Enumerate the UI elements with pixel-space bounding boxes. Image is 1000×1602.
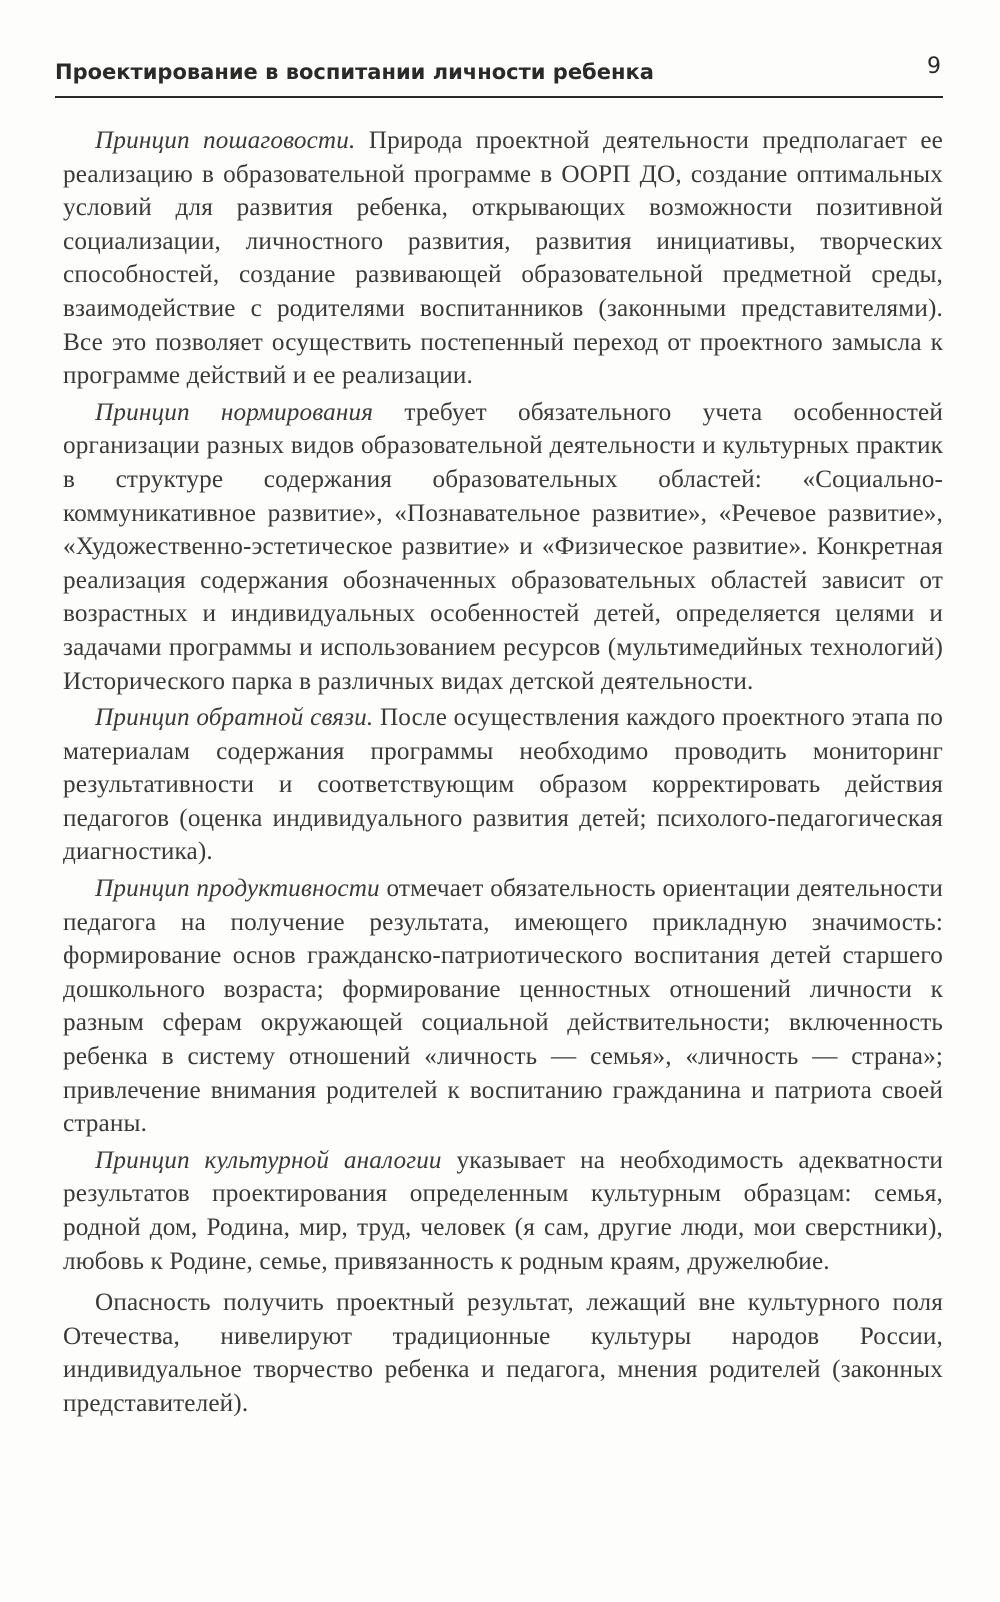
- paragraph-text: Опасность получить проектный результат, лежащий вне культурного поля Отечества, нивелируют традиционные культуры народов России, индивидуальное творчество ребенка и педагога, мнения родителей (законных представителей).: [63, 1289, 943, 1417]
- paragraph-lead: Принцип нормирования: [95, 398, 374, 426]
- paragraph-stepwise-principle: [63, 124, 943, 393]
- page-number: 9: [927, 54, 941, 79]
- paragraph-feedback-principle: [63, 701, 943, 869]
- running-header-title: Проектирование в воспитании личности ребенка: [55, 60, 654, 84]
- paragraph-productivity-principle: [63, 872, 943, 1141]
- running-header: [55, 52, 943, 98]
- paragraph-text: После осуществления каждого проектного этапа по материалам содержания программы необходимо проводить мониторинг результативности и соответствующим образом корректировать действия педагогов (оценка индивидуального развития детей; психолого-педагогическая диагностика).: [63, 704, 943, 866]
- paragraph-lead: Принцип культурной аналогии: [95, 1146, 442, 1174]
- paragraph-text: отмечает обязательность ориентации деятельности педагога на получение результата, имеющего прикладную значимость: формирование основ гражданско-патриотического воспитания детей старшего дошкольного возраста; формирование ценностных отношений личности к разным сферам окружающей социальной действительности; включенность ребенка в систему отношений «личность — семья», «личность — страна»; привлечение внимания родителей к воспитанию гражданина и патриота своей страны.: [63, 875, 943, 1138]
- paragraph-lead: Принцип пошаговости.: [95, 127, 356, 154]
- paragraph-text: указывает на необходимость адекватности результатов проектирования определенным культурным образцам: семья, родной дом, Родина, мир, труд, человек (я сам, другие люди, мои сверстники), любовь к Родине, семье, привязанность к родным краям, дружелюбие.: [63, 1146, 943, 1275]
- paragraph-text: требует обязательного учета особенностей организации разных видов образовательной деятельности и культурных практик в структуре содержания образовательных областей: «Социально-коммуникативное развитие», «Познавательное развитие», «Речевое развитие», «Художественно-эстетическое развитие» и «Физическое развитие». Конкретная реализация содержания обозначенных образовательных областей зависит от возрастных и индивидуальных особенностей детей, определяется целями и задачами программы и использованием ресурсов (мультимедийных технологий) Исторического парка в различных видах детской деятельности.: [63, 398, 943, 695]
- paragraph-text: Природа проектной деятельности предполагает ее реализацию в образовательной программе в ООРП ДО, создание оптимальных условий для развития ребенка, открывающих возможности позитивной социализации, личностного развития, развития инициативы, творческих способностей, создание развивающей образовательной предметной среды, взаимодействие с родителями воспитанников (законными представителями). Все это позволяет осуществить постепенный переход от проектного замысла к программе действий и ее реализации.: [63, 127, 944, 390]
- paragraph-lead: Принцип продуктивности: [95, 875, 380, 903]
- paragraph-danger-conclusion: [63, 1286, 943, 1420]
- paragraph-cultural-analogy-principle: [63, 1144, 943, 1278]
- paragraph-norming-principle: [63, 396, 943, 698]
- body-text: [63, 124, 943, 1421]
- paragraph-lead: Принцип обратной связи.: [95, 704, 374, 732]
